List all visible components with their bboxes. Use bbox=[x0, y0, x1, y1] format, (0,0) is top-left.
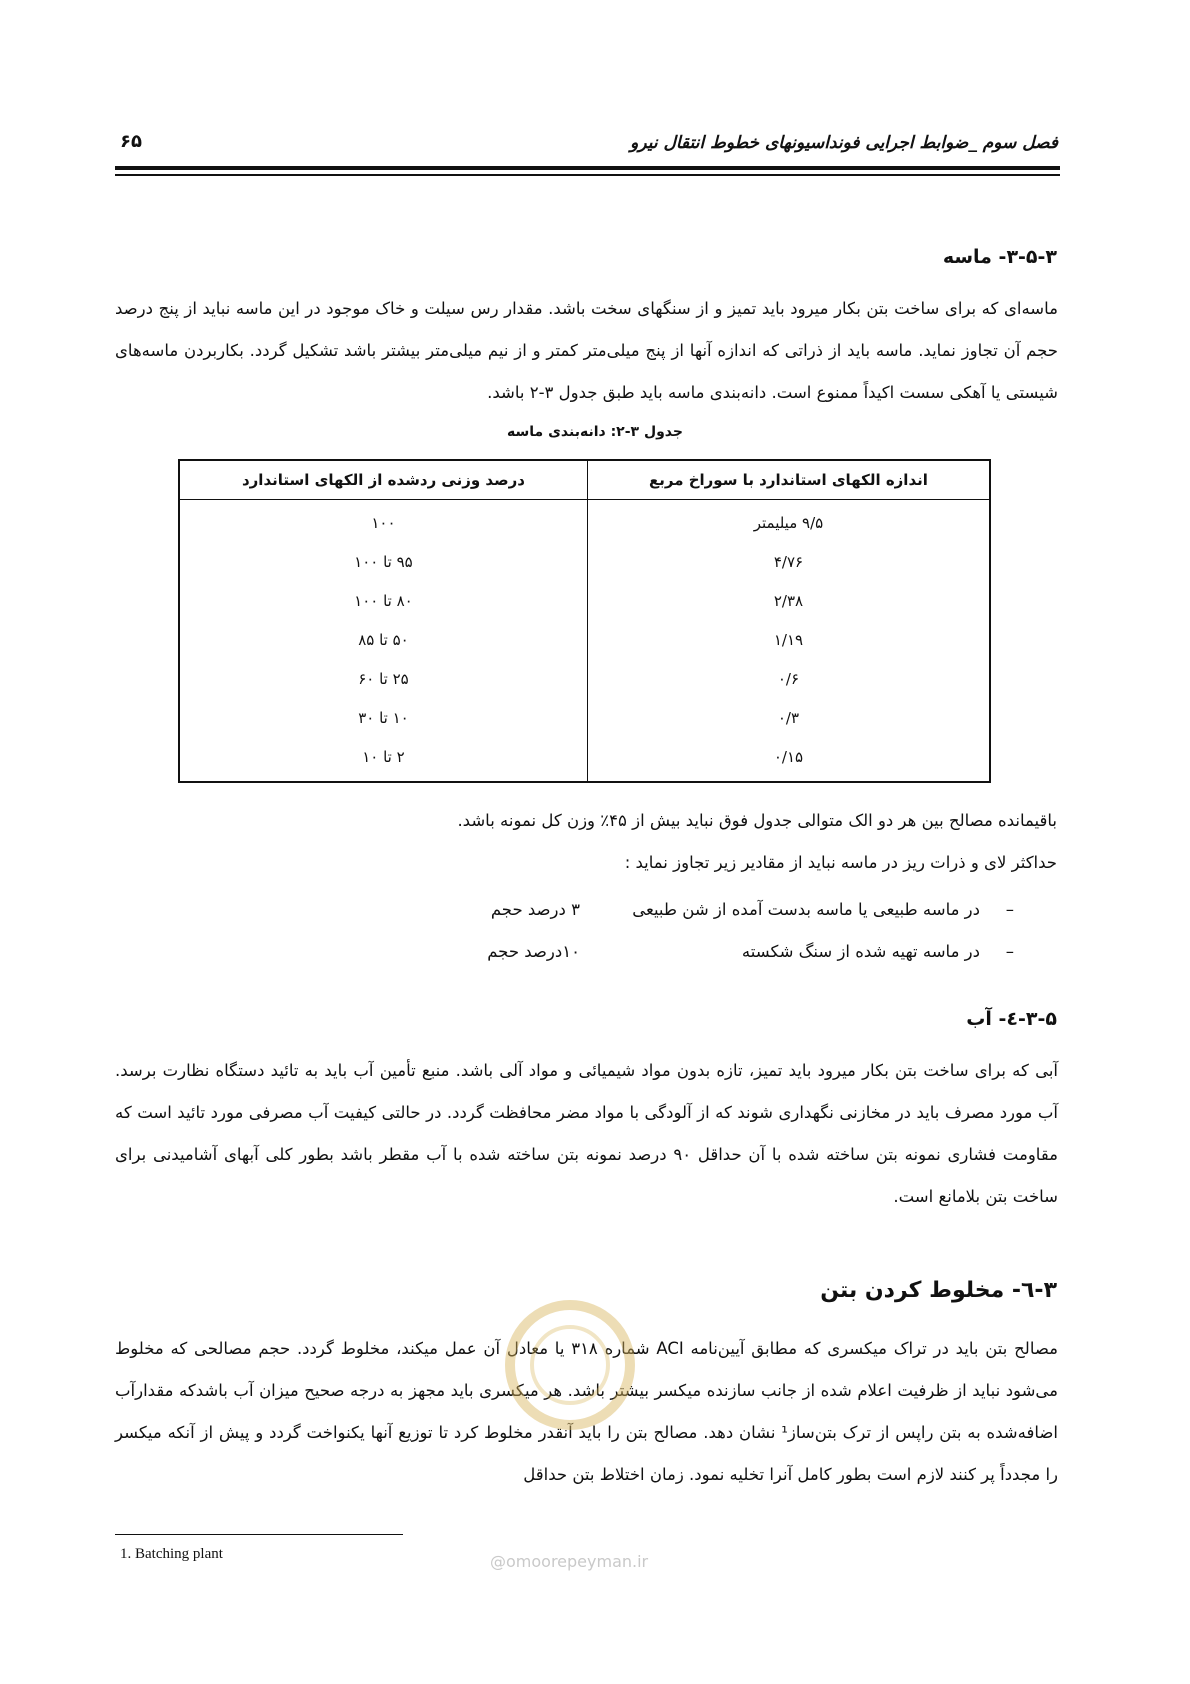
fines-limits-list bbox=[290, 888, 1014, 972]
watermark-text: @omoorepeyman.ir bbox=[490, 1552, 649, 1571]
cell-sieve-size: ۹/۵ میلیمتر bbox=[587, 500, 990, 543]
cell-sieve-size: ۰/۳ bbox=[587, 698, 990, 737]
watermark-seal-inner bbox=[530, 1325, 610, 1405]
header-rule-thick bbox=[115, 166, 1060, 170]
limit-description: در ماسه طبیعی یا ماسه بدست آمده از شن طبیعی bbox=[632, 899, 980, 919]
page-number: ۶۵ bbox=[120, 131, 142, 152]
fines-limit-intro: حداکثر لای و ذرات ریز در ماسه نباید از مقادیر زیر تجاوز نماید : bbox=[624, 853, 1057, 872]
limit-value: ۳ درصد حجم bbox=[490, 899, 580, 919]
cell-sieve-size: ۱/۱۹ bbox=[587, 620, 990, 659]
header-rule-thin bbox=[115, 174, 1060, 176]
cell-sieve-size: ۰/۱۵ bbox=[587, 737, 990, 782]
paragraph-water-text: آبی که برای ساخت بتن بکار میرود باید تمیز، تازه بدون مواد شیمیائی و مواد آلی باشد. منبع تأمین آب باید به تائید دستگاه نظارت برسد. آب مورد مصرف باید در مخازنی نگهداری شوند که از آلودگی با مواد مضر محافظت گردد. در حالتی کیفیت آب مصرفی مورد تائید است که مقاومت فشاری نمونه بتن ساخته شده با آن حداقل ۹۰ درصد نمونه بتن ساخته شده با آب مقطر باشد بطور کلی آبهای آشامیدنی برای ساخت بتن بلامانع است. bbox=[115, 1061, 1058, 1206]
table-row bbox=[179, 737, 990, 782]
paragraph-water bbox=[115, 1050, 1058, 1218]
table-row bbox=[179, 659, 990, 698]
table-header-row bbox=[179, 460, 990, 500]
paragraph-sand bbox=[115, 288, 1058, 414]
cell-percent-passing: ۸۰ تا ۱۰۰ bbox=[179, 581, 587, 620]
table-row bbox=[179, 500, 990, 543]
list-item bbox=[290, 930, 1014, 972]
list-dash: – bbox=[1005, 941, 1014, 961]
sand-grading-table bbox=[178, 459, 991, 783]
list-item bbox=[290, 888, 1014, 930]
cell-percent-passing: ۹۵ تا ۱۰۰ bbox=[179, 542, 587, 581]
cell-percent-passing: ۲۵ تا ۶۰ bbox=[179, 659, 587, 698]
cell-sieve-size: ۴/۷۶ bbox=[587, 542, 990, 581]
table-row bbox=[179, 620, 990, 659]
footnote: 1. Batching plant bbox=[120, 1546, 223, 1562]
cell-percent-passing: ۵۰ تا ۸۵ bbox=[179, 620, 587, 659]
table-row bbox=[179, 581, 990, 620]
cell-percent-passing: ۲ تا ۱۰ bbox=[179, 737, 587, 782]
cell-percent-passing: ۱۰۰ bbox=[179, 500, 587, 543]
limit-description: در ماسه تهیه شده از سنگ شکسته bbox=[741, 941, 980, 961]
table-row bbox=[179, 698, 990, 737]
footnote-rule bbox=[115, 1534, 403, 1535]
paragraph-mixing-text: مصالح بتن باید در تراک میکسری که مطابق آیین‌نامه ACI شماره ۳۱۸ یا معادل آن عمل میکند، مخلوط گردد. حجم مصالحی که مخلوط می‌شود نباید از ظرفیت اعلام شده از جانب سازنده میکسر بیشتر باشد. هر میکسری باید مجهز به درجه صحیح میزان آب باشدکه مقدارآب اضافه‌شده به بتن راپس از ترک بتن‌ساز¹ نشان دهد. مصالح بتن را باید آنقدر مخلوط کرد تا توزیع آنها یکنواخت گردد و پیش از آنکه میکسر را مجدداً پر کنند لازم است بطور کامل آنرا تخلیه نمود. زمان اختلاط بتن حداقل bbox=[115, 1339, 1058, 1484]
cell-sieve-size: ۰/۶ bbox=[587, 659, 990, 698]
running-header-title: فصل سوم _ضوابط اجرایی فونداسیونهای خطوط انتقال نیرو bbox=[630, 133, 1058, 153]
table-row bbox=[179, 542, 990, 581]
list-dash: – bbox=[1005, 899, 1014, 919]
residue-limit-line: باقیمانده مصالح بین هر دو الک متوالی جدول فوق نباید بیش از ۴۵٪ وزن کل نمونه باشد. bbox=[457, 811, 1057, 830]
paragraph-sand-text: ماسه‌ای که برای ساخت بتن بکار میرود باید تمیز و از سنگهای سخت باشد. مقدار رس سیلت و خاک موجود در این ماسه نباید از پنج درصد حجم آن تجاوز نماید. ماسه باید از ذراتی که اندازه آنها از پنج میلی‌متر کمتر و از نیم میلی‌متر بیشتر باشد تشکیل گردد. بکاربردن ماسه‌های شیستی یا آهکی سست اکیداً ممنوع است. دانه‌بندی ماسه باید طبق جدول ۳-۲ باشد. bbox=[115, 299, 1058, 402]
column-header-sieve-size: اندازه الکهای استاندارد با سوراخ مربع bbox=[587, 460, 990, 500]
column-header-percent-passing: درصد وزنی ردشده از الکهای استاندارد bbox=[179, 460, 587, 500]
limit-value: ۱۰درصد حجم bbox=[487, 941, 580, 961]
cell-sieve-size: ۲/۳۸ bbox=[587, 581, 990, 620]
section-heading-sand: ۳-۵-۳- ماسه bbox=[942, 246, 1057, 268]
section-heading-water: ۳-۵-٤- آب bbox=[966, 1008, 1057, 1030]
section-heading-mixing: ۳-٦- مخلوط کردن بتن bbox=[820, 1278, 1057, 1303]
table-caption: جدول ۳-۲: دانه‌بندی ماسه bbox=[507, 424, 683, 440]
cell-percent-passing: ۱۰ تا ۳۰ bbox=[179, 698, 587, 737]
